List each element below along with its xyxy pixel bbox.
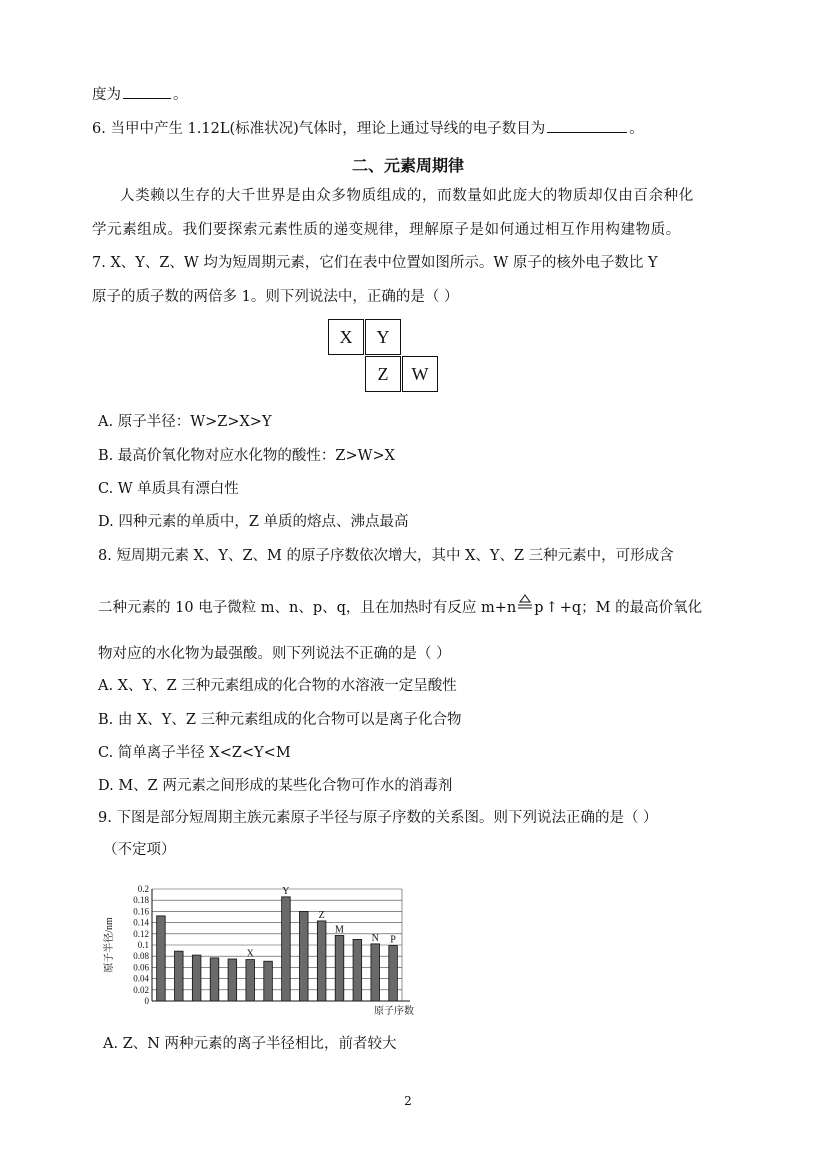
question-9-note: （不定项） (103, 842, 176, 858)
y-tick-label: 0.16 (133, 906, 149, 917)
bar (157, 916, 166, 1001)
bar-label: N (371, 932, 379, 944)
q8-option-c[interactable]: C. 简单离子半径 X<Z<Y<M (98, 745, 291, 761)
q7-option-d[interactable]: D. 四种元素的单质中，Z 单质的熔点、沸点最高 (98, 514, 409, 530)
x-axis-title: 原子序数 (374, 1006, 414, 1017)
q8-text-p: p (534, 600, 544, 616)
y-tick-label: 0.06 (133, 962, 149, 973)
bar (175, 951, 184, 1001)
q8-option-a[interactable]: A. X、Y、Z 三种元素组成的化合物的水溶液一定呈酸性 (98, 678, 457, 694)
y-tick-label: 0.08 (133, 951, 149, 962)
section-title: 二、元素周期律 (351, 156, 464, 175)
bar (353, 939, 362, 1001)
y-tick-label: 0.18 (133, 895, 149, 906)
q7-option-a[interactable]: A. 原子半径：W>Z>X>Y (98, 414, 272, 430)
q8-text-1: 二种元素的 10 电子微粒 m、n、p、q，且在加热时有反应 m+n (98, 600, 517, 616)
atomic-radius-chart-svg (100, 873, 420, 1023)
question-6-end: 。 (629, 121, 644, 137)
heat-equilibrium-icon (516, 592, 534, 618)
answer-blank-1[interactable] (123, 84, 171, 99)
q8-option-b[interactable]: B. 由 X、Y、Z 三种元素组成的化合物可以是离子化合物 (98, 712, 462, 728)
bar (300, 911, 309, 1001)
question-6 (92, 118, 644, 139)
q8-text-3: +q；M 的最高价氧化 (559, 600, 703, 616)
page-number: 2 (404, 1094, 412, 1108)
atomic-radius-chart (100, 873, 420, 1023)
y-tick-label: 0 (144, 996, 149, 1006)
y-tick-label: 0.12 (133, 928, 149, 939)
intro-line-1: 人类赖以生存的大千世界是由众多物质组成的，而数量如此庞大的物质却仅由百余种化 (120, 188, 694, 204)
question-8-line-1: 8. 短周期元素 X、Y、Z、M 的原子序数依次增大，其中 X、Y、Z 三种元素中，可形成含 (98, 548, 674, 564)
bar-label: M (335, 924, 344, 936)
q7-option-c[interactable]: C. W 单质具有漂白性 (98, 481, 239, 497)
q9-option-a[interactable]: A. Z、N 两种元素的离子半径相比，前者较大 (103, 1036, 397, 1052)
question-9-line-1: 9. 下图是部分短周期主族元素原子半径与原子序数的关系图。则下列说法正确的是（ ） (98, 810, 658, 826)
intro-line-2: 学元素组成。我们要探索元素性质的递变规律，理解原子是如何通过相互作用构建物质。 (92, 222, 681, 238)
y-tick-label: 0.04 (133, 973, 149, 984)
line-1 (92, 84, 188, 105)
q8-option-d[interactable]: D. M、Z 两元素之间形成的某些化合物可作水的消毒剂 (98, 778, 453, 794)
bar (282, 897, 291, 1001)
cell-z: Z (365, 356, 401, 392)
cell-w: W (402, 356, 438, 392)
question-8-line-2 (98, 592, 702, 618)
y-tick-label: 0.02 (133, 984, 149, 995)
line-1-text: 度为 (92, 87, 121, 103)
bar (317, 921, 326, 1001)
bar (371, 944, 380, 1001)
gas-up-arrow-icon: ↑ (545, 600, 558, 616)
bar-label: Y (282, 885, 290, 897)
y-tick-label: 0.14 (133, 917, 149, 928)
bar (210, 958, 219, 1001)
cell-y: Y (365, 319, 401, 355)
line-1-end: 。 (173, 87, 188, 103)
bar (228, 959, 237, 1001)
bar (192, 955, 201, 1001)
bar (264, 961, 273, 1001)
y-tick-label: 0.2 (137, 884, 149, 894)
question-7-line-1: 7. X、Y、Z、W 均为短周期元素，它们在表中位置如图所示。W 原子的核外电子数比 Y (92, 255, 658, 271)
periodic-table-fragment (328, 319, 442, 393)
q7-option-b[interactable]: B. 最高价氧化物对应水化物的酸性：Z>W>X (98, 448, 395, 464)
y-tick-label: 0.1 (137, 940, 149, 950)
question-7-line-2: 原子的质子数的两倍多 1。则下列说法中，正确的是（ ） (92, 289, 459, 305)
answer-blank-6[interactable] (547, 118, 627, 133)
bar-label: X (246, 948, 254, 960)
cell-x: X (328, 319, 364, 355)
question-6-text: 6. 当甲中产生 1.12L(标准状况)气体时，理论上通过导线的电子数目为 (92, 121, 546, 137)
bar-label: P (390, 934, 396, 946)
question-8-line-3: 物对应的水化物为最强酸。则下列说法不正确的是（ ） (98, 646, 451, 662)
y-axis-title: 原子半径/nm (104, 917, 115, 973)
bar (246, 960, 255, 1001)
bar (335, 935, 344, 1001)
bar-label: Z (318, 909, 325, 921)
bar (389, 946, 398, 1001)
